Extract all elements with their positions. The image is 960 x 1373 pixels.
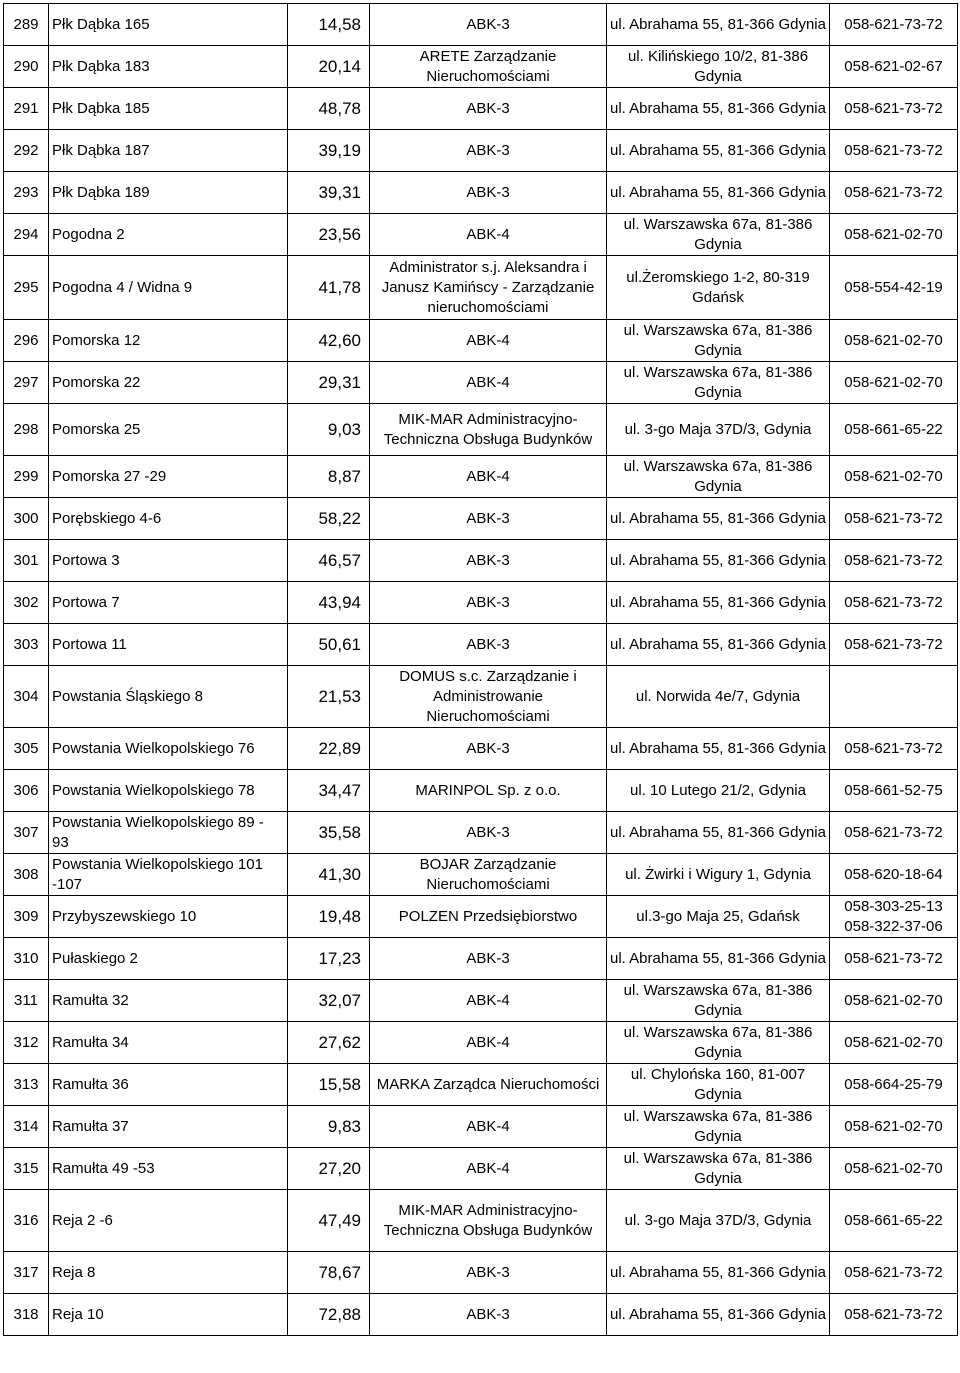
address-cell: ul.3-go Maja 25, Gdańsk [607,896,830,938]
table-row [4,728,958,770]
area-cell: 21,53 [288,666,370,728]
address-cell: ul. Abrahama 55, 81-366 Gdynia [607,130,830,172]
area-cell: 35,58 [288,812,370,854]
table-row [4,256,958,320]
address-cell: ul. Abrahama 55, 81-366 Gdynia [607,88,830,130]
address-cell: ul. Warszawska 67a, 81-386 Gdynia [607,1148,830,1190]
phone-cell: 058-621-73-72 [830,812,958,854]
phone-cell: 058-554-42-19 [830,256,958,320]
address-cell: ul. Abrahama 55, 81-366 Gdynia [607,4,830,46]
address-cell: ul. Abrahama 55, 81-366 Gdynia [607,812,830,854]
street-cell: Pogodna 2 [49,214,288,256]
manager-cell: ABK-4 [370,214,607,256]
area-cell: 58,22 [288,498,370,540]
area-cell: 27,62 [288,1022,370,1064]
table-row [4,172,958,214]
manager-cell: MARKA Zarządca Nieruchomości [370,1064,607,1106]
phone-cell: 058-661-52-75 [830,770,958,812]
manager-cell: DOMUS s.c. Zarządzanie i Administrowanie Nieruchomościami [370,666,607,728]
phone-cell: 058-621-73-72 [830,624,958,666]
row-number: 318 [4,1294,49,1336]
row-number: 301 [4,540,49,582]
area-cell: 9,03 [288,404,370,456]
manager-cell: ABK-3 [370,1294,607,1336]
street-cell: Płk Dąbka 189 [49,172,288,214]
table-row [4,130,958,172]
area-cell: 39,19 [288,130,370,172]
phone-cell: 058-621-02-70 [830,320,958,362]
address-cell: ul. Warszawska 67a, 81-386 Gdynia [607,362,830,404]
table-row [4,404,958,456]
street-cell: Powstania Wielkopolskiego 101 -107 [49,854,288,896]
row-number: 316 [4,1190,49,1252]
table-row [4,540,958,582]
manager-cell: ABK-3 [370,812,607,854]
table-row [4,938,958,980]
manager-cell: ABK-4 [370,362,607,404]
row-number: 306 [4,770,49,812]
row-number: 317 [4,1252,49,1294]
phone-cell: 058-661-65-22 [830,1190,958,1252]
street-cell: Płk Dąbka 185 [49,88,288,130]
address-cell: ul. Warszawska 67a, 81-386 Gdynia [607,980,830,1022]
manager-cell: ABK-3 [370,540,607,582]
area-cell: 8,87 [288,456,370,498]
street-cell: Powstania Wielkopolskiego 78 [49,770,288,812]
address-cell: ul. Chylońska 160, 81-007 Gdynia [607,1064,830,1106]
row-number: 292 [4,130,49,172]
manager-cell: ABK-4 [370,1106,607,1148]
table-row [4,1252,958,1294]
row-number: 290 [4,46,49,88]
address-cell: ul.Żeromskiego 1-2, 80-319 Gdańsk [607,256,830,320]
manager-cell: MARINPOL Sp. z o.o. [370,770,607,812]
phone-cell: 058-620-18-64 [830,854,958,896]
table-row [4,498,958,540]
manager-cell: ABK-4 [370,456,607,498]
row-number: 300 [4,498,49,540]
table-row [4,624,958,666]
area-cell: 22,89 [288,728,370,770]
table-row [4,320,958,362]
table-row [4,4,958,46]
address-cell: ul. Abrahama 55, 81-366 Gdynia [607,1294,830,1336]
table-row [4,46,958,88]
street-cell: Porębskiego 4-6 [49,498,288,540]
street-cell: Pułaskiego 2 [49,938,288,980]
street-cell: Płk Dąbka 183 [49,46,288,88]
row-number: 304 [4,666,49,728]
manager-cell: BOJAR Zarządzanie Nieruchomościami [370,854,607,896]
property-management-table [3,3,958,1336]
row-number: 308 [4,854,49,896]
table-row [4,1190,958,1252]
phone-cell: 058-621-73-72 [830,88,958,130]
street-cell: Portowa 11 [49,624,288,666]
table-row [4,88,958,130]
manager-cell: ABK-4 [370,320,607,362]
street-cell: Portowa 7 [49,582,288,624]
area-cell: 15,58 [288,1064,370,1106]
street-cell: Przybyszewskiego 10 [49,896,288,938]
area-cell: 9,83 [288,1106,370,1148]
phone-cell: 058-664-25-79 [830,1064,958,1106]
address-cell: ul. 10 Lutego 21/2, Gdynia [607,770,830,812]
address-cell: ul. Warszawska 67a, 81-386 Gdynia [607,320,830,362]
area-cell: 14,58 [288,4,370,46]
row-number: 294 [4,214,49,256]
table-row [4,770,958,812]
phone-cell: 058-621-73-72 [830,1294,958,1336]
phone-cell: 058-621-02-70 [830,980,958,1022]
street-cell: Powstania Wielkopolskiego 76 [49,728,288,770]
manager-cell: ABK-3 [370,498,607,540]
address-cell: ul. Abrahama 55, 81-366 Gdynia [607,582,830,624]
manager-cell: ABK-3 [370,728,607,770]
address-cell: ul. Warszawska 67a, 81-386 Gdynia [607,456,830,498]
phone-cell: 058-661-65-22 [830,404,958,456]
area-cell: 47,49 [288,1190,370,1252]
manager-cell: ABK-4 [370,1148,607,1190]
table-row [4,980,958,1022]
manager-cell: ARETE Zarządzanie Nieruchomościami [370,46,607,88]
phone-cell: 058-621-02-67 [830,46,958,88]
street-cell: Ramułta 49 -53 [49,1148,288,1190]
phone-cell: 058-621-02-70 [830,456,958,498]
phone-cell: 058-621-73-72 [830,498,958,540]
table-row [4,1022,958,1064]
manager-cell: MIK-MAR Administracyjno-Techniczna Obsługa Budynków [370,1190,607,1252]
area-cell: 50,61 [288,624,370,666]
street-cell: Reja 8 [49,1252,288,1294]
manager-cell: ABK-3 [370,938,607,980]
street-cell: Ramułta 37 [49,1106,288,1148]
row-number: 310 [4,938,49,980]
area-cell: 78,67 [288,1252,370,1294]
table-row [4,582,958,624]
area-cell: 19,48 [288,896,370,938]
phone-cell: 058-621-73-72 [830,4,958,46]
manager-cell: ABK-3 [370,172,607,214]
area-cell: 20,14 [288,46,370,88]
address-cell: ul. Warszawska 67a, 81-386 Gdynia [607,214,830,256]
street-cell: Pogodna 4 / Widna 9 [49,256,288,320]
row-number: 293 [4,172,49,214]
row-number: 302 [4,582,49,624]
table-row [4,896,958,938]
row-number: 312 [4,1022,49,1064]
address-cell: ul. Warszawska 67a, 81-386 Gdynia [607,1022,830,1064]
table-row [4,666,958,728]
address-cell: ul. 3-go Maja 37D/3, Gdynia [607,404,830,456]
row-number: 297 [4,362,49,404]
table-row [4,362,958,404]
phone-cell: 058-621-73-72 [830,1252,958,1294]
area-cell: 42,60 [288,320,370,362]
street-cell: Płk Dąbka 187 [49,130,288,172]
phone-cell: 058-621-02-70 [830,362,958,404]
phone-cell: 058-621-73-72 [830,728,958,770]
phone-cell: 058-621-02-70 [830,214,958,256]
row-number: 314 [4,1106,49,1148]
street-cell: Pomorska 22 [49,362,288,404]
area-cell: 41,78 [288,256,370,320]
row-number: 295 [4,256,49,320]
area-cell: 34,47 [288,770,370,812]
manager-cell: ABK-4 [370,980,607,1022]
address-cell: ul. Abrahama 55, 81-366 Gdynia [607,540,830,582]
address-cell: ul. Abrahama 55, 81-366 Gdynia [607,624,830,666]
manager-cell: ABK-3 [370,4,607,46]
area-cell: 48,78 [288,88,370,130]
street-cell: Płk Dąbka 165 [49,4,288,46]
row-number: 309 [4,896,49,938]
phone-cell: 058-303-25-13 058-322-37-06 [830,896,958,938]
street-cell: Portowa 3 [49,540,288,582]
manager-cell: ABK-3 [370,88,607,130]
table-row [4,812,958,854]
phone-cell: 058-621-73-72 [830,172,958,214]
area-cell: 39,31 [288,172,370,214]
address-cell: ul. 3-go Maja 37D/3, Gdynia [607,1190,830,1252]
row-number: 296 [4,320,49,362]
phone-cell: 058-621-73-72 [830,582,958,624]
phone-cell: 058-621-73-72 [830,540,958,582]
table-row [4,456,958,498]
street-cell: Reja 2 -6 [49,1190,288,1252]
address-cell: ul. Abrahama 55, 81-366 Gdynia [607,498,830,540]
address-cell: ul. Abrahama 55, 81-366 Gdynia [607,938,830,980]
row-number: 315 [4,1148,49,1190]
table-row [4,1064,958,1106]
manager-cell: ABK-3 [370,624,607,666]
street-cell: Ramułta 34 [49,1022,288,1064]
area-cell: 41,30 [288,854,370,896]
address-cell: ul. Warszawska 67a, 81-386 Gdynia [607,1106,830,1148]
manager-cell: MIK-MAR Administracyjno-Techniczna Obsługa Budynków [370,404,607,456]
manager-cell: POLZEN Przedsiębiorstwo [370,896,607,938]
address-cell: ul. Abrahama 55, 81-366 Gdynia [607,172,830,214]
address-cell: ul. Abrahama 55, 81-366 Gdynia [607,728,830,770]
area-cell: 46,57 [288,540,370,582]
manager-cell: ABK-3 [370,1252,607,1294]
table-row [4,1148,958,1190]
row-number: 289 [4,4,49,46]
row-number: 305 [4,728,49,770]
street-cell: Pomorska 25 [49,404,288,456]
street-cell: Pomorska 27 -29 [49,456,288,498]
street-cell: Powstania Śląskiego 8 [49,666,288,728]
manager-cell: Administrator s.j. Aleksandra i Janusz Kamińscy - Zarządzanie nieruchomościami [370,256,607,320]
street-cell: Pomorska 12 [49,320,288,362]
row-number: 299 [4,456,49,498]
area-cell: 17,23 [288,938,370,980]
table-body [4,4,958,1336]
address-cell: ul. Żwirki i Wigury 1, Gdynia [607,854,830,896]
phone-cell [830,666,958,728]
area-cell: 72,88 [288,1294,370,1336]
row-number: 303 [4,624,49,666]
table-row [4,1106,958,1148]
area-cell: 29,31 [288,362,370,404]
table-row [4,214,958,256]
area-cell: 27,20 [288,1148,370,1190]
row-number: 313 [4,1064,49,1106]
manager-cell: ABK-3 [370,582,607,624]
phone-cell: 058-621-73-72 [830,938,958,980]
row-number: 291 [4,88,49,130]
manager-cell: ABK-4 [370,1022,607,1064]
address-cell: ul. Abrahama 55, 81-366 Gdynia [607,1252,830,1294]
address-cell: ul. Kilińskiego 10/2, 81-386 Gdynia [607,46,830,88]
area-cell: 32,07 [288,980,370,1022]
street-cell: Powstania Wielkopolskiego 89 - 93 [49,812,288,854]
area-cell: 23,56 [288,214,370,256]
street-cell: Reja 10 [49,1294,288,1336]
address-cell: ul. Norwida 4e/7, Gdynia [607,666,830,728]
table-row [4,854,958,896]
phone-cell: 058-621-02-70 [830,1106,958,1148]
row-number: 311 [4,980,49,1022]
street-cell: Ramułta 32 [49,980,288,1022]
manager-cell: ABK-3 [370,130,607,172]
phone-cell: 058-621-02-70 [830,1022,958,1064]
phone-cell: 058-621-73-72 [830,130,958,172]
phone-cell: 058-621-02-70 [830,1148,958,1190]
row-number: 307 [4,812,49,854]
street-cell: Ramułta 36 [49,1064,288,1106]
row-number: 298 [4,404,49,456]
table-row [4,1294,958,1336]
area-cell: 43,94 [288,582,370,624]
